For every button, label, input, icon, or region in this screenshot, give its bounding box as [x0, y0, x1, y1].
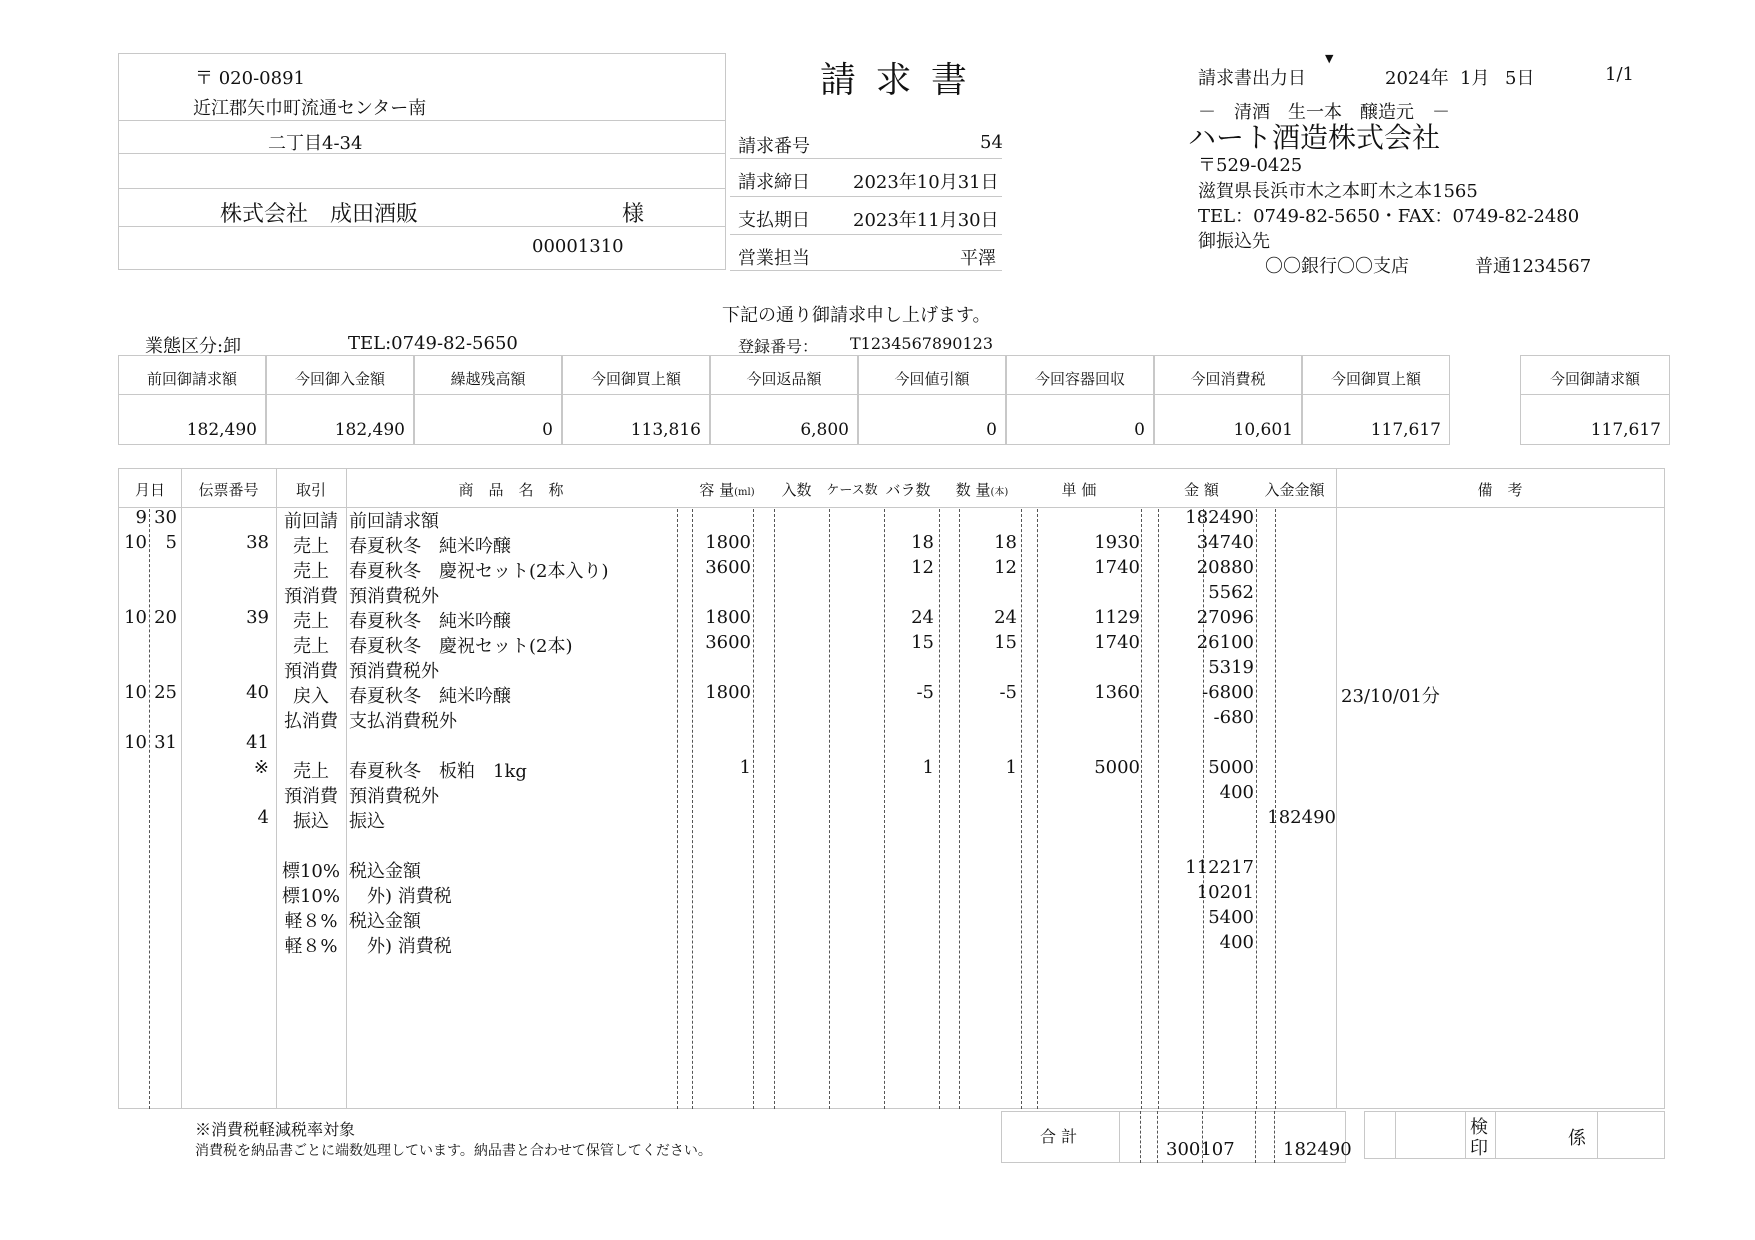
summary-cell [414, 355, 562, 445]
header-per-case: 入数 [781, 481, 812, 499]
registration-number: T1234567890123 [850, 334, 994, 353]
table-row [119, 632, 1666, 657]
table-row [119, 882, 1666, 907]
cell-type: 売上 [293, 561, 329, 582]
cell-vol: 1 [739, 757, 751, 778]
cell-slip: 40 [246, 682, 269, 703]
cell-item: 春夏秋冬 純米吟醸 [349, 686, 511, 707]
summary-header: 今回容器回収 [1034, 370, 1125, 388]
detail-table [118, 468, 1665, 1109]
stamp-box [1364, 1111, 1665, 1159]
cell-loose: 12 [911, 557, 934, 578]
cell-type: 払消費 [284, 711, 338, 732]
cell-slip: 4 [257, 807, 269, 828]
cell-price: 1129 [1094, 607, 1140, 628]
header-volume: 容 量(ml) [699, 481, 755, 499]
cell-price: 1360 [1094, 682, 1140, 703]
cell-item: 春夏秋冬 慶祝セット(2本入り) [349, 561, 609, 582]
cell-item: 外) 消費税 [349, 936, 452, 957]
header-loose: バラ数 [885, 481, 931, 499]
cell-type: 前回請 [284, 511, 338, 532]
cell-item: 春夏秋冬 慶祝セット(2本) [349, 636, 573, 657]
cell-qty: -5 [999, 682, 1017, 703]
summary-value: 10,601 [1233, 420, 1293, 440]
summary-value: 0 [542, 420, 553, 440]
cell-amount: 400 [1219, 932, 1254, 953]
cell-amount: 5319 [1208, 657, 1254, 678]
cell-item: 支払消費税外 [349, 711, 457, 732]
issuer-tel-fax: TEL：0749-82-5650・FAX：0749-82-2480 [1198, 206, 1580, 227]
invoice-number-label: 請求番号 [738, 136, 810, 157]
cell-qty: 15 [994, 632, 1017, 653]
summary-grid [118, 355, 1661, 445]
table-row [119, 657, 1666, 682]
total-label: 合 計 [1040, 1127, 1078, 1146]
staff-label: 営業担当 [738, 248, 810, 269]
cell-loose: 1 [922, 757, 934, 778]
header-amount: 金 額 [1184, 481, 1219, 499]
table-row [119, 532, 1666, 557]
summary-value: 182,490 [186, 420, 257, 440]
cell-type: 標10% [281, 886, 340, 907]
header-slip: 伝票番号 [198, 481, 259, 499]
cell-m: 10 [124, 732, 147, 753]
cell-note: 23/10/01分 [1341, 686, 1440, 707]
customer-honorific: 様 [622, 202, 645, 227]
cell-qty: 24 [994, 607, 1017, 628]
customer-tel: TEL:0749-82-5650 [348, 333, 518, 354]
due-date-label: 支払期日 [738, 210, 810, 231]
cell-price: 1930 [1094, 532, 1140, 553]
cell-item: 税込金額 [349, 911, 421, 932]
footer-note-2: 消費税を納品書ごとに端数処理しています。納品書と合わせて保管してください。 [195, 1143, 712, 1159]
customer-postal: 〒 020-0891 [195, 68, 305, 89]
cell-amount: 400 [1219, 782, 1254, 803]
summary-cell [118, 355, 266, 445]
cell-amount: 5562 [1208, 582, 1254, 603]
cell-pay: 182490 [1267, 807, 1336, 828]
cell-qty: 12 [994, 557, 1017, 578]
footer-note-1: ※消費税軽減税率対象 [195, 1120, 356, 1139]
cell-m: 9 [135, 507, 147, 528]
summary-cell [1520, 355, 1670, 445]
cell-type: 振込 [293, 811, 329, 832]
page-number: 1/1 [1605, 64, 1634, 85]
table-row [119, 857, 1666, 882]
table-row [119, 732, 1666, 757]
table-row [119, 607, 1666, 632]
cell-item: 春夏秋冬 純米吟醸 [349, 536, 511, 557]
header-date: 月日 [134, 481, 165, 499]
table-row [119, 582, 1666, 607]
cell-qty: 1 [1005, 757, 1017, 778]
summary-cell [710, 355, 858, 445]
business-type: 業態区分:卸 [145, 336, 242, 357]
header-payment: 入金金額 [1264, 481, 1325, 499]
cell-amount: 182490 [1185, 507, 1254, 528]
cell-type: 戻入 [293, 686, 329, 707]
cell-type: 売上 [293, 761, 329, 782]
output-year: 2024年 [1385, 68, 1449, 89]
cell-slip: ※ [253, 757, 269, 778]
cell-loose: 15 [911, 632, 934, 653]
cell-item: 春夏秋冬 純米吟醸 [349, 611, 511, 632]
summary-header: 今回御買上額 [1330, 370, 1421, 388]
cell-qty: 18 [994, 532, 1017, 553]
cell-vol: 3600 [705, 632, 751, 653]
output-day: 5日 [1505, 68, 1535, 89]
due-date: 2023年11月30日 [853, 210, 999, 231]
cell-slip: 39 [246, 607, 269, 628]
cell-amount: 34740 [1196, 532, 1254, 553]
cell-amount: 5000 [1208, 757, 1254, 778]
table-row [119, 682, 1666, 707]
cell-slip: 41 [246, 732, 269, 753]
header-type: 取引 [295, 481, 326, 499]
cell-amount: 27096 [1196, 607, 1254, 628]
cell-slip: 38 [246, 532, 269, 553]
cell-type: 標10% [281, 861, 340, 882]
summary-header: 今回値引額 [894, 370, 970, 388]
table-row [119, 832, 1666, 857]
customer-address-2: 二丁目4-34 [268, 133, 363, 154]
cell-type: 預消費 [284, 786, 338, 807]
cell-d: 20 [154, 607, 177, 628]
cell-item: 預消費税外 [349, 661, 439, 682]
summary-cell [562, 355, 710, 445]
cell-type: 売上 [293, 636, 329, 657]
summary-header: 今回御入金額 [294, 370, 385, 388]
summary-cell [858, 355, 1006, 445]
customer-name: 株式会社 成田酒販 [220, 202, 419, 227]
cell-amount: 26100 [1196, 632, 1254, 653]
dropdown-marker-icon: ▼ [1325, 52, 1334, 65]
summary-value: 6,800 [800, 420, 849, 440]
output-month: 1月 [1460, 68, 1490, 89]
cell-price: 1740 [1094, 557, 1140, 578]
cell-amount: -680 [1213, 707, 1254, 728]
cell-type: 軽８% [284, 936, 338, 957]
summary-value: 0 [1134, 420, 1145, 440]
summary-header: 繰越残高額 [450, 370, 526, 388]
cell-amount: -6800 [1202, 682, 1254, 703]
issuer-address: 滋賀県長浜市木之本町木之本1565 [1198, 181, 1478, 202]
bank-name: 〇〇銀行〇〇支店 [1265, 256, 1409, 277]
output-date-label: 請求書出力日 [1198, 68, 1306, 89]
header-qty: 数 量(本) [955, 481, 1009, 499]
summary-cell [1302, 355, 1450, 445]
cell-type: 売上 [293, 536, 329, 557]
page-title: 請 求 書 [820, 60, 971, 101]
summary-value: 113,816 [630, 420, 701, 440]
cell-vol: 1800 [705, 607, 751, 628]
closing-date: 2023年10月31日 [853, 172, 999, 193]
clerk-label: 係 [1568, 1128, 1586, 1149]
cell-vol: 1800 [705, 682, 751, 703]
request-message: 下記の通り御請求申し上げます。 [722, 305, 991, 326]
table-row [119, 557, 1666, 582]
total-payment: 182490 [1283, 1139, 1352, 1160]
cell-amount: 20880 [1196, 557, 1254, 578]
summary-header: 今回返品額 [746, 370, 822, 388]
cell-type: 軽８% [284, 911, 338, 932]
summary-value: 0 [986, 420, 997, 440]
cell-d: 30 [154, 507, 177, 528]
summary-header: 前回御請求額 [146, 370, 237, 388]
cell-type: 売上 [293, 611, 329, 632]
bank-label: 御振込先 [1198, 231, 1270, 252]
cell-d: 25 [154, 682, 177, 703]
customer-code: 00001310 [532, 236, 624, 257]
summary-cell [266, 355, 414, 445]
header-price: 単 価 [1061, 481, 1097, 499]
issuer-postal: 〒529-0425 [1198, 155, 1303, 176]
table-row [119, 807, 1666, 832]
cell-vol: 3600 [705, 557, 751, 578]
registration-label: 登録番号： [738, 337, 819, 356]
summary-header: 今回御請求額 [1549, 370, 1640, 388]
invoice-number: 54 [980, 132, 1003, 153]
total-amount: 300107 [1166, 1139, 1235, 1160]
cell-type: 預消費 [284, 586, 338, 607]
cell-loose: 18 [911, 532, 934, 553]
bank-account: 普通1234567 [1475, 256, 1592, 277]
cell-item: 前回請求額 [349, 511, 439, 532]
cell-item: 預消費税外 [349, 586, 439, 607]
staff-name: 平澤 [960, 248, 996, 269]
stamp-label-1: 検 [1470, 1117, 1488, 1138]
cell-d: 5 [165, 532, 177, 553]
header-cases: ケース数 [826, 483, 878, 498]
cell-m: 10 [124, 682, 147, 703]
summary-header: 今回消費税 [1190, 370, 1266, 388]
cell-item: 預消費税外 [349, 786, 439, 807]
cell-amount: 10201 [1196, 882, 1254, 903]
table-row [119, 507, 1666, 532]
summary-cell [1006, 355, 1154, 445]
table-row [119, 907, 1666, 932]
cell-m: 10 [124, 532, 147, 553]
cell-m: 10 [124, 607, 147, 628]
customer-address-1: 近江郡矢巾町流通センター南 [193, 98, 427, 119]
issuer-company: ハート酒造株式会社 [1188, 121, 1441, 154]
summary-value: 117,617 [1370, 420, 1441, 440]
closing-date-label: 請求締日 [738, 172, 810, 193]
cell-loose: -5 [916, 682, 934, 703]
cell-amount: 5400 [1208, 907, 1254, 928]
cell-amount: 112217 [1185, 857, 1254, 878]
cell-vol: 1800 [705, 532, 751, 553]
table-row [119, 707, 1666, 732]
cell-item: 税込金額 [349, 861, 421, 882]
table-row [119, 932, 1666, 957]
header-item: 商 品 名 称 [458, 481, 564, 499]
cell-item: 春夏秋冬 板粕 1kg [349, 761, 527, 782]
stamp-label-2: 印 [1470, 1138, 1488, 1159]
cell-price: 5000 [1094, 757, 1140, 778]
summary-cell [1154, 355, 1302, 445]
summary-header: 今回御買上額 [590, 370, 681, 388]
cell-loose: 24 [911, 607, 934, 628]
header-note: 備 考 [1477, 481, 1523, 499]
summary-value: 117,617 [1590, 420, 1661, 440]
cell-item: 外) 消費税 [349, 886, 452, 907]
table-row [119, 782, 1666, 807]
cell-type: 預消費 [284, 661, 338, 682]
issuer-tagline: － 清酒 生一本 醸造元 － [1198, 102, 1450, 123]
cell-item: 振込 [349, 811, 385, 832]
table-row [119, 757, 1666, 782]
cell-d: 31 [154, 732, 177, 753]
cell-price: 1740 [1094, 632, 1140, 653]
summary-value: 182,490 [334, 420, 405, 440]
